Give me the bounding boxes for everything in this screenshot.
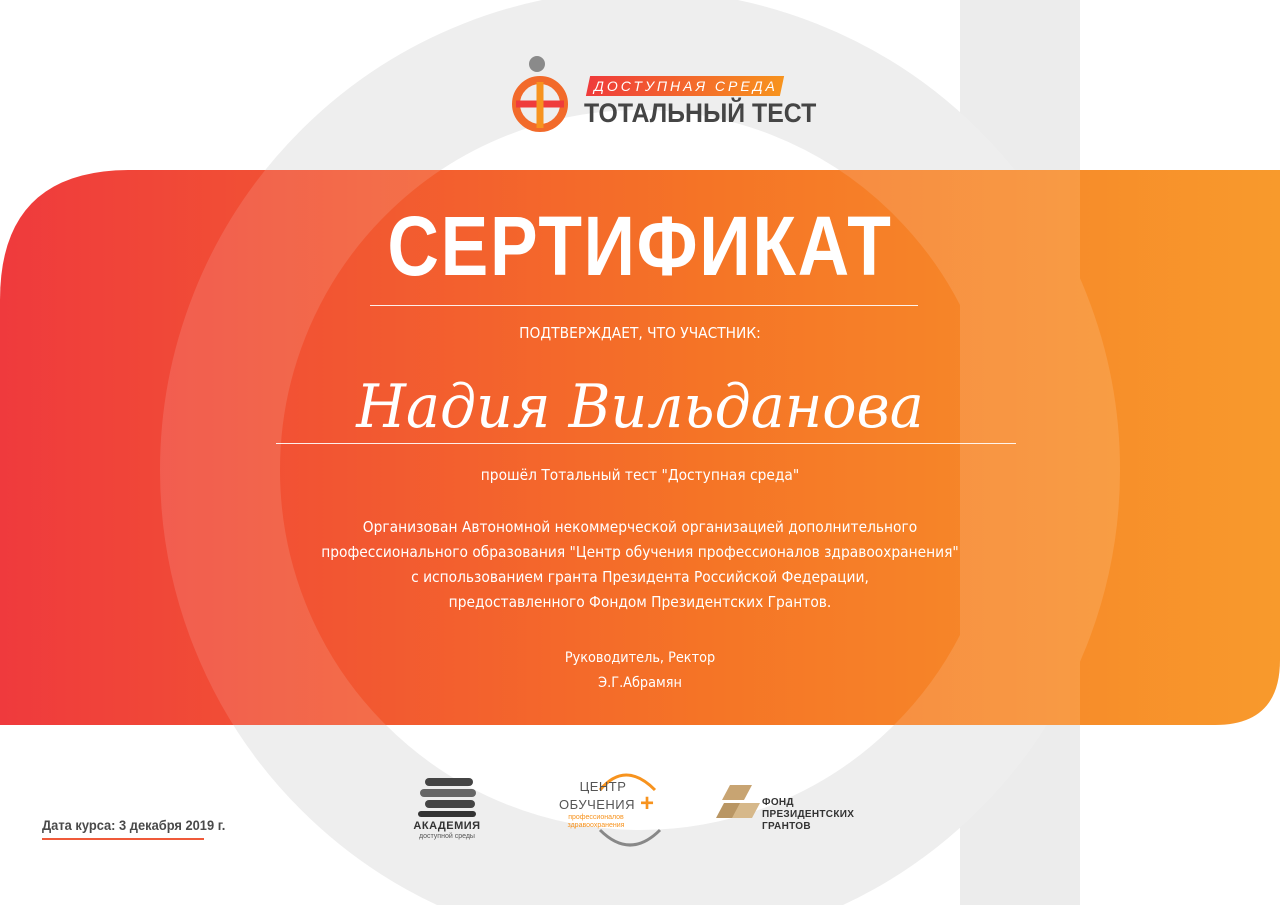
organizer-line: профессионального образования "Центр обучения профессионалов здравоохранения" bbox=[321, 543, 959, 561]
title-underline bbox=[370, 305, 918, 306]
plus-icon: + bbox=[640, 790, 655, 817]
fund-line: ФОНД bbox=[762, 797, 794, 808]
passed-text: прошёл Тотальный тест "Доступная среда" bbox=[480, 466, 800, 484]
fund-icon bbox=[716, 785, 760, 818]
training-center-line4: здравоохранения bbox=[567, 822, 625, 829]
training-center-line1: ЦЕНТР bbox=[579, 779, 627, 794]
fund-line: ПРЕЗИДЕНТСКИХ bbox=[762, 809, 855, 820]
academy-logo-subtitle: доступной среды bbox=[419, 833, 475, 840]
logo-title: ТОТАЛЬНЫЙ ТЕСТ bbox=[584, 98, 817, 128]
organizer-line: Организован Автономной некоммерческой организацией дополнительного bbox=[362, 518, 918, 536]
logo-tagline: ДОСТУПНАЯ СРЕДА bbox=[594, 78, 778, 94]
fund-line: ГРАНТОВ bbox=[762, 821, 811, 832]
confirm-text: ПОДТВЕРЖДАЕТ, ЧТО УЧАСТНИК: bbox=[519, 324, 761, 342]
organizer-line: предоставленного Фондом Президентских Грантов. bbox=[448, 593, 832, 611]
participant-name: Надия Вильданова bbox=[356, 372, 924, 442]
training-center-line2: ОБУЧЕНИЯ bbox=[558, 797, 636, 812]
signer-name: Э.Г.Абрамян bbox=[598, 675, 682, 691]
organizer-line: с использованием гранта Президента Российской Федерации, bbox=[411, 568, 869, 586]
training-center-line3: профессионалов bbox=[568, 814, 624, 821]
date-underline bbox=[42, 838, 204, 840]
name-underline bbox=[276, 443, 1016, 444]
course-date: Дата курса: 3 декабря 2019 г. bbox=[42, 817, 226, 833]
certificate-title: СЕРТИФИКАТ bbox=[387, 199, 893, 293]
academy-logo-title: АКАДЕМИЯ bbox=[413, 820, 481, 832]
signer-role: Руководитель, Ректор bbox=[564, 650, 716, 666]
fund-logo-text bbox=[762, 797, 854, 833]
organizer-paragraph bbox=[263, 515, 1017, 615]
